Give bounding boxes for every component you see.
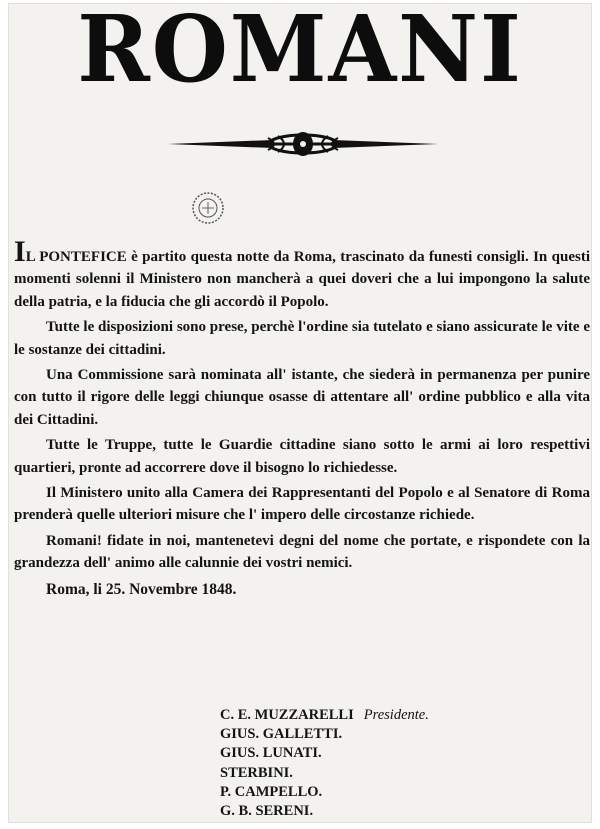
paragraph-6: Romani! fidate in noi, mantenetevi degni del nome che portate, e rispondete con la grandezza dell' animo alle calunnie dei vostri nemici. <box>14 532 590 572</box>
ornament-divider-icon <box>168 128 438 160</box>
library-stamp-icon <box>190 190 226 226</box>
signatories <box>220 706 429 821</box>
signatory-5: P. CAMPELLO. <box>220 783 323 800</box>
paragraph-4: Tutte le Truppe, tutte le Guardie cittadine siano sotto le armi ai loro respettivi quartieri, pronte ad accorrere dove il bisogno lo richiedesse. <box>14 437 590 476</box>
signatory-title: Presidente. <box>363 707 429 723</box>
signatory-4: STERBINI. <box>220 764 293 781</box>
paragraph-1-text: L PONTEFICE è partito questa notte da Roma, trascinato da funesti consigli. In questi momenti solenni il Ministero non mancherà a quei doveri che a lui impongono la salute della patria, e la fiducia che gli accordò il Popolo. <box>14 249 590 310</box>
signatory-1 <box>220 706 429 725</box>
paragraph-1 <box>14 235 590 313</box>
headline: ROMANI <box>77 0 523 103</box>
signatory-3: GIUS. LUNATI. <box>220 745 322 762</box>
signatory-name: C. E. MUZZARELLI <box>220 707 354 723</box>
signatory-6: G. B. SERENI. <box>220 803 314 820</box>
paragraph-3: Una Commissione sarà nominata all' istante, che siederà in permanenza per punire con tutto il rigore delle leggi chiunque osasse di attentare all' ordine pubblico e alla vita dei Cittadini. <box>14 367 590 428</box>
paragraph-2: Tutte le disposizioni sono prese, perchè l'ordine sia tutelato e siano assicurate le vite e le sostanze dei cittadini. <box>14 319 590 358</box>
signatory-2: GIUS. GALLETTI. <box>220 726 343 743</box>
paragraph-5: Il Ministero unito alla Camera dei Rappresentanti del Popolo e al Senatore di Roma prenderà quelle ulteriori misure che l' impero delle circostanze richiede. <box>14 485 590 524</box>
drop-cap: I <box>14 235 26 268</box>
poster-sheet <box>8 0 592 823</box>
proclamation-text <box>14 235 590 601</box>
date-line: Roma, li 25. Novembre 1848. <box>46 580 237 598</box>
